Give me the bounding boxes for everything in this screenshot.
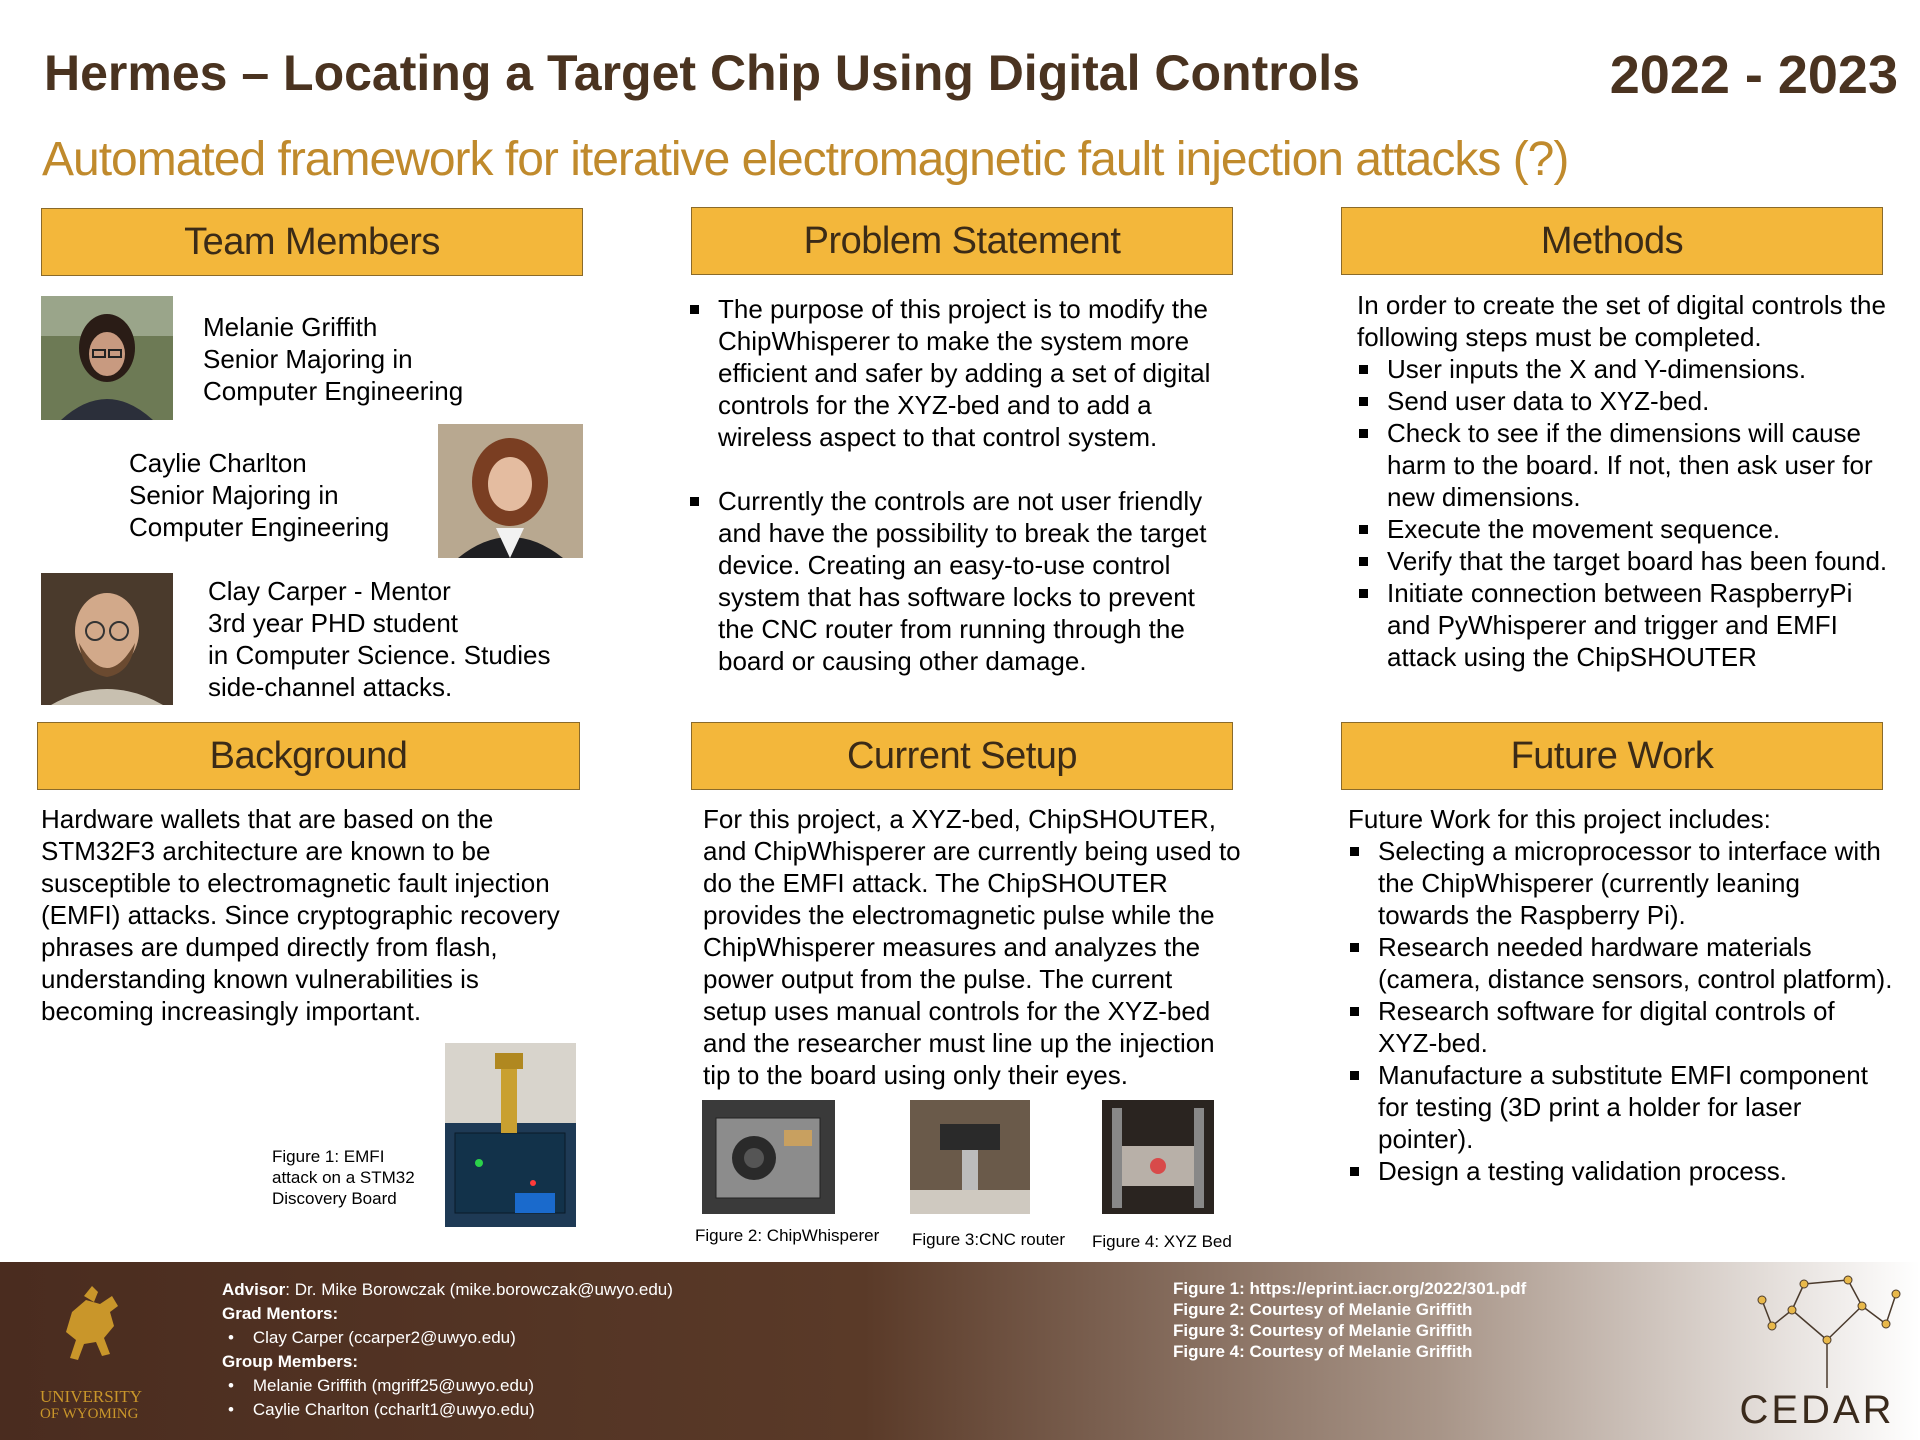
future-work-bullet: Research software for digital controls of XYZ-bed. <box>1348 995 1893 1059</box>
member-melanie: Melanie Griffith Senior Majoring in Computer Engineering <box>203 312 464 406</box>
methods-bullet: User inputs the X and Y-dimensions. <box>1357 353 1897 385</box>
problem-bullet: Currently the controls are not user friendly and have the possibility to break the target device. Creating an easy-to-use control system that has software locks to prevent the CNC router from running through the board or causing other damage. <box>688 485 1238 677</box>
methods-heading: Methods <box>1341 207 1883 275</box>
member-clay: Clay Carper - Mentor 3rd year PHD student in Computer Science. Studies side-channel attacks. <box>208 576 551 702</box>
figure-4-xyz-bed-image <box>1102 1100 1214 1214</box>
poster-subtitle: Automated framework for iterative electromagnetic fault injection attacks (?) <box>42 133 1569 186</box>
methods-bullet: Verify that the target board has been found. <box>1357 545 1897 577</box>
uw-logo-line2: OF WYOMING <box>40 1406 139 1422</box>
background-text: Hardware wallets that are based on the STM32F3 architecture are known to be susceptible to electromagnetic fault injection (EMFI) attacks. Since cryptographic recovery phrases are dumped directly from flash, understanding known vulnerabilities is becoming increasingly important. <box>41 804 560 1026</box>
figure-credit: Figure 2: Courtesy of Melanie Griffith <box>1173 1300 1473 1319</box>
advisor-text: : Dr. Mike Borowczak (mike.borowczak@uwyo.edu) <box>285 1280 673 1299</box>
future-work-text <box>1348 803 1893 1187</box>
advisor-label: Advisor <box>222 1280 286 1299</box>
figure-credits <box>1173 1278 1526 1362</box>
group-members-label: Group Members: <box>222 1352 359 1371</box>
methods-intro: In order to create the set of digital controls the following steps must be completed. <box>1357 290 1886 352</box>
figure-4-caption: Figure 4: XYZ Bed <box>1092 1232 1232 1251</box>
cedar-tree-network-icon <box>1752 1270 1902 1388</box>
methods-bullet: Initiate connection between RaspberryPi and PyWhisperer and trigger and EMFI attack using the ChipSHOUTER <box>1357 577 1897 673</box>
future-work-intro: Future Work for this project includes: <box>1348 804 1771 834</box>
problem-statement-text <box>688 293 1238 677</box>
photo-melanie-griffith <box>41 296 173 420</box>
figure-credit: Figure 1: https://eprint.iacr.org/2022/301.pdf <box>1173 1279 1527 1298</box>
methods-bullet: Send user data to XYZ-bed. <box>1357 385 1897 417</box>
figure-1-caption: Figure 1: EMFI attack on a STM32 Discovery Board <box>272 1147 415 1208</box>
background-heading: Background <box>37 722 580 790</box>
footer-contacts: Advisor: Dr. Mike Borowczak (mike.borowczak@uwyo.edu) Grad Mentors: • Clay Carper (ccarper2@uwyo.edu) Group Members: • Melanie Griffith (mgriff25@uwyo.edu) • Caylie Charlton (ccharlt1@uwyo.edu) <box>222 1280 673 1419</box>
future-work-heading: Future Work <box>1341 722 1883 790</box>
member-caylie: Caylie Charlton Senior Majoring in Computer Engineering <box>129 448 390 542</box>
methods-bullet: Execute the movement sequence. <box>1357 513 1897 545</box>
current-setup-text: For this project, a XYZ-bed, ChipSHOUTER, and ChipWhisperer are currently being used to do the EMFI attack. The ChipSHOUTER provides the electromagnetic pulse while the ChipWhisperer measures and analyzes the power output from the pulse. The current setup uses manual controls for the XYZ-bed and the researcher must line up the injection tip to the board using only their eyes. <box>703 804 1241 1090</box>
figure-3-cnc-router-image <box>910 1100 1030 1214</box>
future-work-bullet: Research needed hardware materials (camera, distance sensors, control platform). <box>1348 931 1893 995</box>
cedar-logo-text: CEDAR <box>1739 1388 1895 1432</box>
cedar-logo <box>1722 1270 1912 1435</box>
current-setup-heading: Current Setup <box>691 722 1233 790</box>
figure-2-caption: Figure 2: ChipWhisperer <box>695 1226 880 1245</box>
photo-caylie-charlton <box>438 424 583 558</box>
future-work-bullet: Selecting a microprocessor to interface with the ChipWhisperer (currently leaning towards the Raspberry Pi). <box>1348 835 1893 931</box>
poster-year: 2022 - 2023 <box>1609 45 1898 105</box>
team-members-heading: Team Members <box>41 208 583 276</box>
figure-1-emfi-image <box>445 1043 576 1227</box>
methods-text <box>1357 289 1897 673</box>
bucking-horse-icon <box>44 1282 144 1382</box>
photo-clay-carper <box>41 573 173 705</box>
figure-2-chipwhisperer-image <box>702 1100 835 1214</box>
future-work-bullet: Manufacture a substitute EMFI component for testing (3D print a holder for laser pointer). <box>1348 1059 1893 1155</box>
problem-statement-heading: Problem Statement <box>691 207 1233 275</box>
figure-3-caption: Figure 3:CNC router <box>912 1230 1066 1249</box>
grad-mentors-label: Grad Mentors: <box>222 1304 339 1323</box>
footer-bar <box>0 1262 1920 1440</box>
grad-mentor-item: Clay Carper (ccarper2@uwyo.edu) <box>252 1328 516 1347</box>
figure-credit: Figure 3: Courtesy of Melanie Griffith <box>1173 1321 1473 1340</box>
group-member-item: Melanie Griffith (mgriff25@uwyo.edu) <box>252 1376 535 1395</box>
uw-logo-line1: UNIVERSITY <box>40 1387 142 1406</box>
poster-title: Hermes – Locating a Target Chip Using Digital Controls <box>44 45 1360 101</box>
problem-bullet: The purpose of this project is to modify the ChipWhisperer to make the system more efficient and safer by adding a set of digital controls for the XYZ-bed and to add a wireless aspect to that control system. <box>688 293 1238 453</box>
group-member-item: Caylie Charlton (ccharlt1@uwyo.edu) <box>252 1400 535 1419</box>
university-of-wyoming-logo <box>40 1282 150 1432</box>
future-work-bullet: Design a testing validation process. <box>1348 1155 1893 1187</box>
methods-bullet: Check to see if the dimensions will cause harm to the board. If not, then ask user for new dimensions. <box>1357 417 1897 513</box>
figure-credit: Figure 4: Courtesy of Melanie Griffith <box>1173 1342 1473 1361</box>
